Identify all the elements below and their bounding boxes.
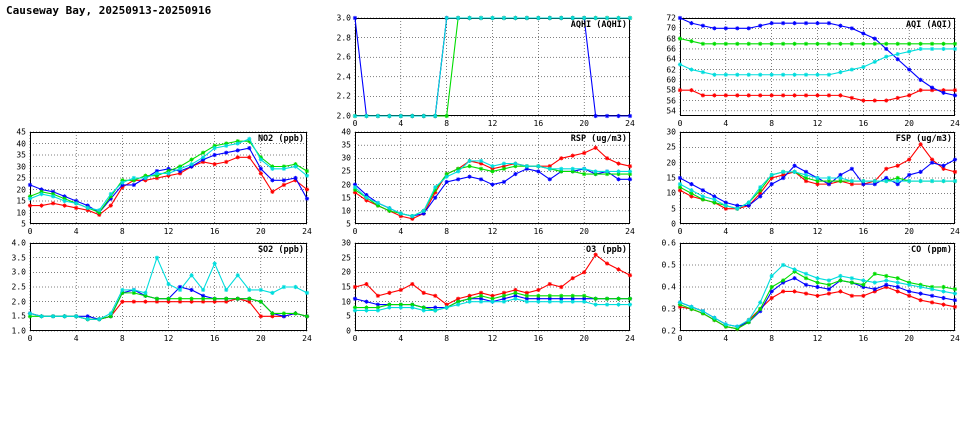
y-tick-label-rsp: 10: [341, 206, 351, 216]
y-tick-label-co: 0.4: [661, 282, 676, 292]
panel-title-fsp: FSP (ug/m3): [895, 134, 952, 144]
series-line-rsp-s3: [355, 166, 630, 216]
y-tick-label-so2: 3.0: [11, 267, 26, 277]
y-tick-label-aqhi: 2.6: [336, 52, 351, 62]
y-tick-label-fsp: 10: [666, 188, 676, 198]
y-tick-label-aqhi: 3.0: [336, 13, 351, 23]
x-tick-label-no2: 20: [256, 227, 266, 236]
plot-canvas-co: [680, 243, 955, 331]
plot-canvas-o3: [355, 243, 630, 331]
y-tick-label-fsp: 20: [666, 158, 676, 168]
x-tick-label-o3: 16: [533, 334, 544, 343]
y-tick-label-rsp: 40: [341, 127, 351, 137]
y-tick-label-aqi: 62: [666, 65, 676, 75]
x-tick-label-fsp: 0: [677, 227, 683, 236]
plot-canvas-rsp: [355, 132, 630, 224]
y-tick-label-aqhi: 2.8: [336, 33, 351, 43]
y-tick-label-aqhi: 2.4: [336, 72, 351, 82]
x-tick-label-fsp: 12: [812, 227, 823, 236]
y-tick-label-no2: 5: [21, 219, 26, 229]
panel-title-aqhi: AQHI (AQHI): [570, 20, 627, 30]
plot-canvas-so2: [30, 243, 307, 331]
y-tick-label-rsp: 20: [341, 180, 351, 190]
x-tick-label-fsp: 16: [858, 227, 869, 236]
x-tick-label-co: 20: [904, 334, 914, 343]
y-tick-label-fsp: 0: [671, 219, 676, 229]
y-tick-label-so2: 2.0: [11, 297, 26, 307]
y-tick-label-no2: 15: [16, 196, 26, 206]
y-tick-label-co: 0.6: [661, 238, 676, 248]
page-title: Causeway Bay, 20250913-20250916: [6, 4, 212, 17]
x-tick-label-rsp: 20: [579, 227, 589, 236]
y-tick-label-co: 0.5: [661, 260, 676, 270]
x-tick-label-aqi: 24: [950, 119, 960, 128]
panel-title-rsp: RSP (ug/m3): [570, 134, 627, 144]
y-tick-label-rsp: 30: [341, 153, 351, 163]
x-tick-label-so2: 8: [119, 334, 125, 343]
plot-canvas-no2: [30, 132, 307, 224]
panel-title-co: CO (ppm): [911, 245, 952, 255]
x-tick-label-rsp: 16: [533, 227, 544, 236]
x-tick-label-fsp: 20: [904, 227, 914, 236]
x-tick-label-rsp: 24: [625, 227, 635, 236]
x-tick-label-o3: 0: [352, 334, 358, 343]
plot-canvas-fsp: [680, 132, 955, 224]
x-tick-label-o3: 20: [579, 334, 589, 343]
x-tick-label-aqhi: 16: [533, 119, 544, 128]
y-tick-label-co: 0.2: [661, 326, 676, 336]
panel-title-o3: O3 (ppb): [586, 245, 627, 255]
x-tick-label-o3: 24: [625, 334, 635, 343]
x-tick-label-aqhi: 4: [398, 119, 404, 128]
y-tick-label-rsp: 25: [341, 166, 351, 176]
y-tick-label-fsp: 30: [666, 127, 676, 137]
y-tick-label-no2: 35: [16, 150, 26, 160]
x-tick-label-no2: 24: [302, 227, 312, 236]
chart-panel-aqhi: [336, 13, 635, 128]
y-tick-label-aqi: 64: [666, 54, 676, 64]
x-tick-label-no2: 8: [119, 227, 125, 236]
y-tick-label-so2: 3.5: [11, 253, 26, 263]
x-tick-label-co: 16: [858, 334, 869, 343]
x-tick-label-no2: 0: [27, 227, 33, 236]
y-tick-label-o3: 5: [346, 311, 351, 321]
x-tick-label-aqhi: 12: [487, 119, 498, 128]
x-tick-label-no2: 16: [209, 227, 220, 236]
chart-panel-rsp: [341, 127, 635, 236]
x-tick-label-co: 8: [769, 334, 775, 343]
x-tick-label-so2: 16: [209, 334, 220, 343]
x-tick-label-co: 12: [812, 334, 823, 343]
y-tick-label-no2: 10: [16, 208, 26, 217]
y-tick-label-aqhi: 2.0: [336, 111, 351, 121]
chart-panel-co: [661, 238, 960, 343]
plot-canvas-aqhi: [355, 18, 630, 116]
y-tick-label-no2: 30: [16, 162, 26, 171]
x-tick-label-fsp: 8: [769, 227, 775, 236]
x-tick-label-aqhi: 0: [352, 119, 358, 128]
y-tick-label-no2: 45: [16, 127, 26, 137]
x-tick-label-rsp: 4: [398, 227, 404, 236]
y-tick-label-o3: 0: [346, 326, 351, 336]
y-tick-label-aqi: 60: [666, 75, 676, 85]
chart-panel-aqi: [666, 13, 960, 128]
y-tick-label-so2: 4.0: [11, 238, 26, 248]
y-tick-label-aqi: 66: [666, 44, 676, 54]
y-tick-label-so2: 1.5: [11, 311, 26, 321]
x-tick-label-aqi: 12: [812, 119, 823, 128]
x-tick-label-rsp: 0: [352, 227, 358, 236]
y-tick-label-aqi: 68: [666, 34, 676, 44]
x-tick-label-co: 24: [950, 334, 960, 343]
x-tick-label-co: 4: [723, 334, 729, 343]
y-tick-label-fsp: 25: [666, 142, 676, 152]
y-tick-label-o3: 10: [341, 297, 351, 307]
x-tick-label-aqi: 8: [769, 119, 775, 128]
y-tick-label-aqhi: 2.2: [336, 91, 351, 101]
x-tick-label-no2: 4: [73, 227, 79, 236]
x-tick-label-o3: 4: [398, 334, 404, 343]
y-tick-label-rsp: 15: [341, 193, 351, 203]
y-tick-label-aqi: 56: [666, 96, 676, 106]
y-tick-label-so2: 2.5: [11, 282, 26, 292]
x-tick-label-o3: 8: [444, 334, 450, 343]
x-tick-label-rsp: 12: [487, 227, 498, 236]
y-tick-label-o3: 20: [341, 267, 351, 277]
y-tick-label-no2: 20: [16, 185, 26, 194]
y-tick-label-fsp: 5: [671, 204, 676, 214]
y-tick-label-aqi: 54: [666, 106, 676, 116]
chart-panel-fsp: [666, 127, 960, 236]
panel-title-aqi: AQI (AQI): [905, 20, 952, 30]
x-tick-label-rsp: 8: [444, 227, 450, 236]
chart-panel-no2: [16, 127, 312, 236]
series-line-aqi-s4: [680, 49, 955, 75]
plot-canvas-aqi: [680, 18, 955, 116]
y-tick-label-o3: 30: [341, 238, 351, 248]
x-tick-label-so2: 12: [163, 334, 174, 343]
x-tick-label-fsp: 24: [950, 227, 960, 236]
series-line-co-s1: [680, 287, 955, 329]
y-tick-label-so2: 1.0: [11, 326, 26, 336]
x-tick-label-aqi: 20: [904, 119, 914, 128]
y-tick-label-no2: 40: [16, 139, 26, 148]
y-tick-label-fsp: 15: [666, 173, 676, 183]
x-tick-label-co: 0: [677, 334, 683, 343]
y-tick-label-aqi: 72: [666, 13, 676, 23]
y-tick-label-rsp: 35: [341, 140, 351, 150]
y-tick-label-aqi: 70: [666, 23, 676, 33]
x-tick-label-so2: 24: [302, 334, 312, 343]
x-tick-label-aqhi: 8: [444, 119, 450, 128]
x-tick-label-aqhi: 20: [579, 119, 589, 128]
panel-title-no2: NO2 (ppb): [257, 134, 304, 144]
chart-panel-so2: [11, 238, 312, 343]
x-tick-label-so2: 20: [256, 334, 266, 343]
y-tick-label-no2: 25: [16, 173, 26, 183]
y-tick-label-aqi: 58: [666, 85, 676, 95]
x-tick-label-fsp: 4: [723, 227, 729, 236]
x-tick-label-no2: 12: [163, 227, 174, 236]
x-tick-label-aqhi: 24: [625, 119, 635, 128]
x-tick-label-aqi: 4: [723, 119, 729, 128]
y-tick-label-rsp: 5: [346, 219, 351, 229]
chart-panel-o3: [341, 238, 635, 343]
y-tick-label-o3: 15: [341, 282, 351, 292]
x-tick-label-so2: 4: [73, 334, 79, 343]
x-tick-label-aqi: 0: [677, 119, 683, 128]
x-tick-label-aqi: 16: [858, 119, 869, 128]
x-tick-label-o3: 12: [487, 334, 498, 343]
y-tick-label-o3: 25: [341, 253, 351, 263]
y-tick-label-co: 0.3: [661, 304, 676, 314]
panel-title-so2: SO2 (ppb): [257, 245, 304, 255]
x-tick-label-so2: 0: [27, 334, 33, 343]
